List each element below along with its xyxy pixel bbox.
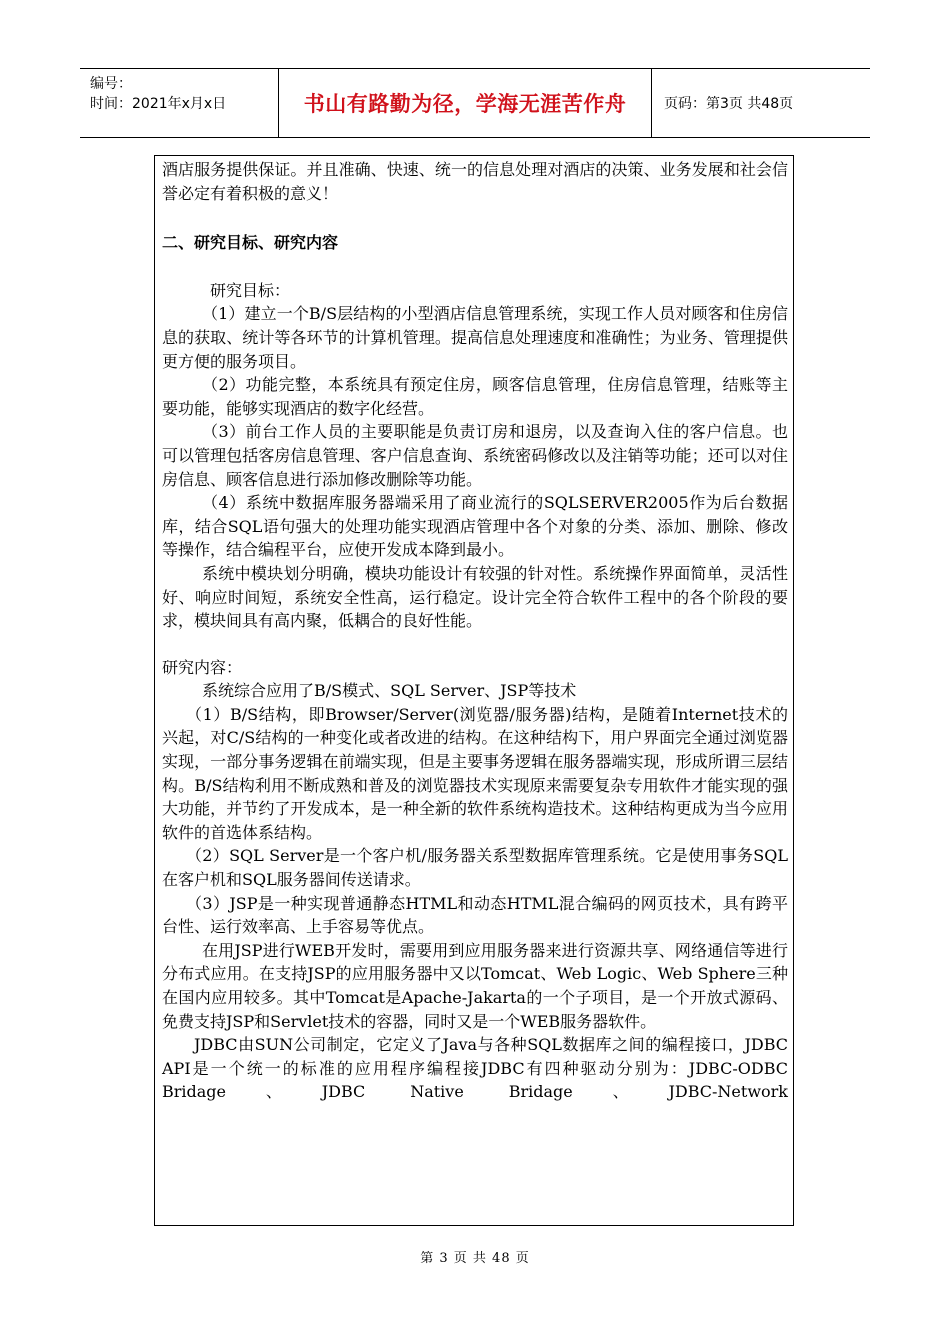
document-number-label: 编号： bbox=[90, 76, 132, 92]
header-page-info: 页码：第3页 共48页 bbox=[664, 96, 794, 112]
goal-item-2: （2）功能完整，本系统具有预定住房，顾客信息管理，住房信息管理，结账等主要功能，能够实现酒店的数字化经营。 bbox=[162, 375, 788, 418]
paragraph: 酒店服务提供保证。并且准确、快速、统一的信息处理对酒店的决策、业务发展和社会信誉必定有着积极的意义！ bbox=[162, 160, 788, 203]
content-paragraph-jdbc: JDBC由SUN公司制定，它定义了Java与各种SQL数据库之间的编程接口，JDBC API是一个统一的标准的应用程序编程接JDBC有四种驱动分别为：JDBC-ODBC Bridage、JDBC Native Bridage、JDBC-Network bbox=[162, 1035, 788, 1102]
spacer bbox=[162, 633, 788, 656]
goal-summary: 系统中模块划分明确，模块功能设计有较强的针对性。系统操作界面简单，灵活性好、响应时间短，系统安全性高，运行稳定。设计完全符合软件工程中的各个阶段的要求，模块间具有高内聚，低耦合的良好性能。 bbox=[162, 563, 788, 631]
content-intro: 系统综合应用了B/S模式、SQL Server、JSP等技术 bbox=[202, 681, 577, 701]
content-item-2: （2）SQL Server是一个客户机/服务器关系型数据库管理系统。它是使用事务SQL在客户机和SQL服务器间传送请求。 bbox=[162, 846, 788, 890]
document-time-label: 时间：2021年x月x日 bbox=[90, 96, 227, 112]
header-motto: 书山有路勤为径，学海无涯苦作舟 bbox=[279, 69, 652, 137]
page-header bbox=[80, 68, 870, 138]
header-meta-cell bbox=[80, 69, 279, 137]
content-item-1: （1）B/S结构，即Browser/Server(浏览器/服务器)结构，是随着Internet技术的兴起，对C/S结构的一种变化或者改进的结构。在这种结构下，用户界面完全通过浏览器实现，一部分事务逻辑在前端实现，但是主要事务逻辑在服务器端实现，形成所谓三层结构。B/S结构利用不断成熟和普及的浏览器技术实现原来需要复杂专用软件才能实现的强大功能，并节约了开发成本，是一种全新的软件系统构造技术。这种结构更成为当今应用软件的首选体系结构。 bbox=[162, 704, 788, 842]
goal-item-1: （1）建立一个B/S层结构的小型酒店信息管理系统，实现工作人员对顾客和住房信息的获取、统计等各环节的计算机管理。提高信息处理速度和准确性；为业务、管理提供更方便的服务项目。 bbox=[162, 304, 788, 371]
goal-item-3: （3）前台工作人员的主要职能是负责订房和退房，以及查询入住的客户信息。也可以管理包括客房信息管理、客户信息查询、系统密码修改以及注销等功能；还可以对住房信息、顾客信息进行添加修改删除等功能。 bbox=[162, 422, 788, 489]
content-paragraph-web: 在用JSP进行WEB开发时，需要用到应用服务器来进行资源共享、网络通信等进行分布式应用。在支持JSP的应用服务器中又以Tomcat、Web Logic、Web Sphere三种在国内应用较多。其中Tomcat是Apache-Jakarta的一个子项目，是一个开放式源码、免费支持JSP和Servlet技术的容器，同时又是一个WEB服务器软件。 bbox=[162, 940, 788, 1031]
section-heading: 二、研究目标、研究内容 bbox=[162, 233, 339, 253]
page-footer: 第 3 页 共 48 页 bbox=[420, 1251, 530, 1266]
goal-label: 研究目标： bbox=[210, 280, 291, 300]
content-label: 研究内容： bbox=[162, 657, 243, 677]
document-body bbox=[162, 158, 788, 1104]
content-item-3: （3）JSP是一种实现普通静态HTML和动态HTML混合编码的网页技术，具有跨平台性、运行效率高、上手容易等优点。 bbox=[162, 893, 788, 937]
goal-item-4: （4）系统中数据库服务器端采用了商业流行的SQLSERVER2005作为后台数据库，结合SQL语句强大的处理功能实现酒店管理中各个对象的分类、添加、删除、修改等操作，结合编程平台，应使开发成本降到最小。 bbox=[162, 493, 788, 560]
